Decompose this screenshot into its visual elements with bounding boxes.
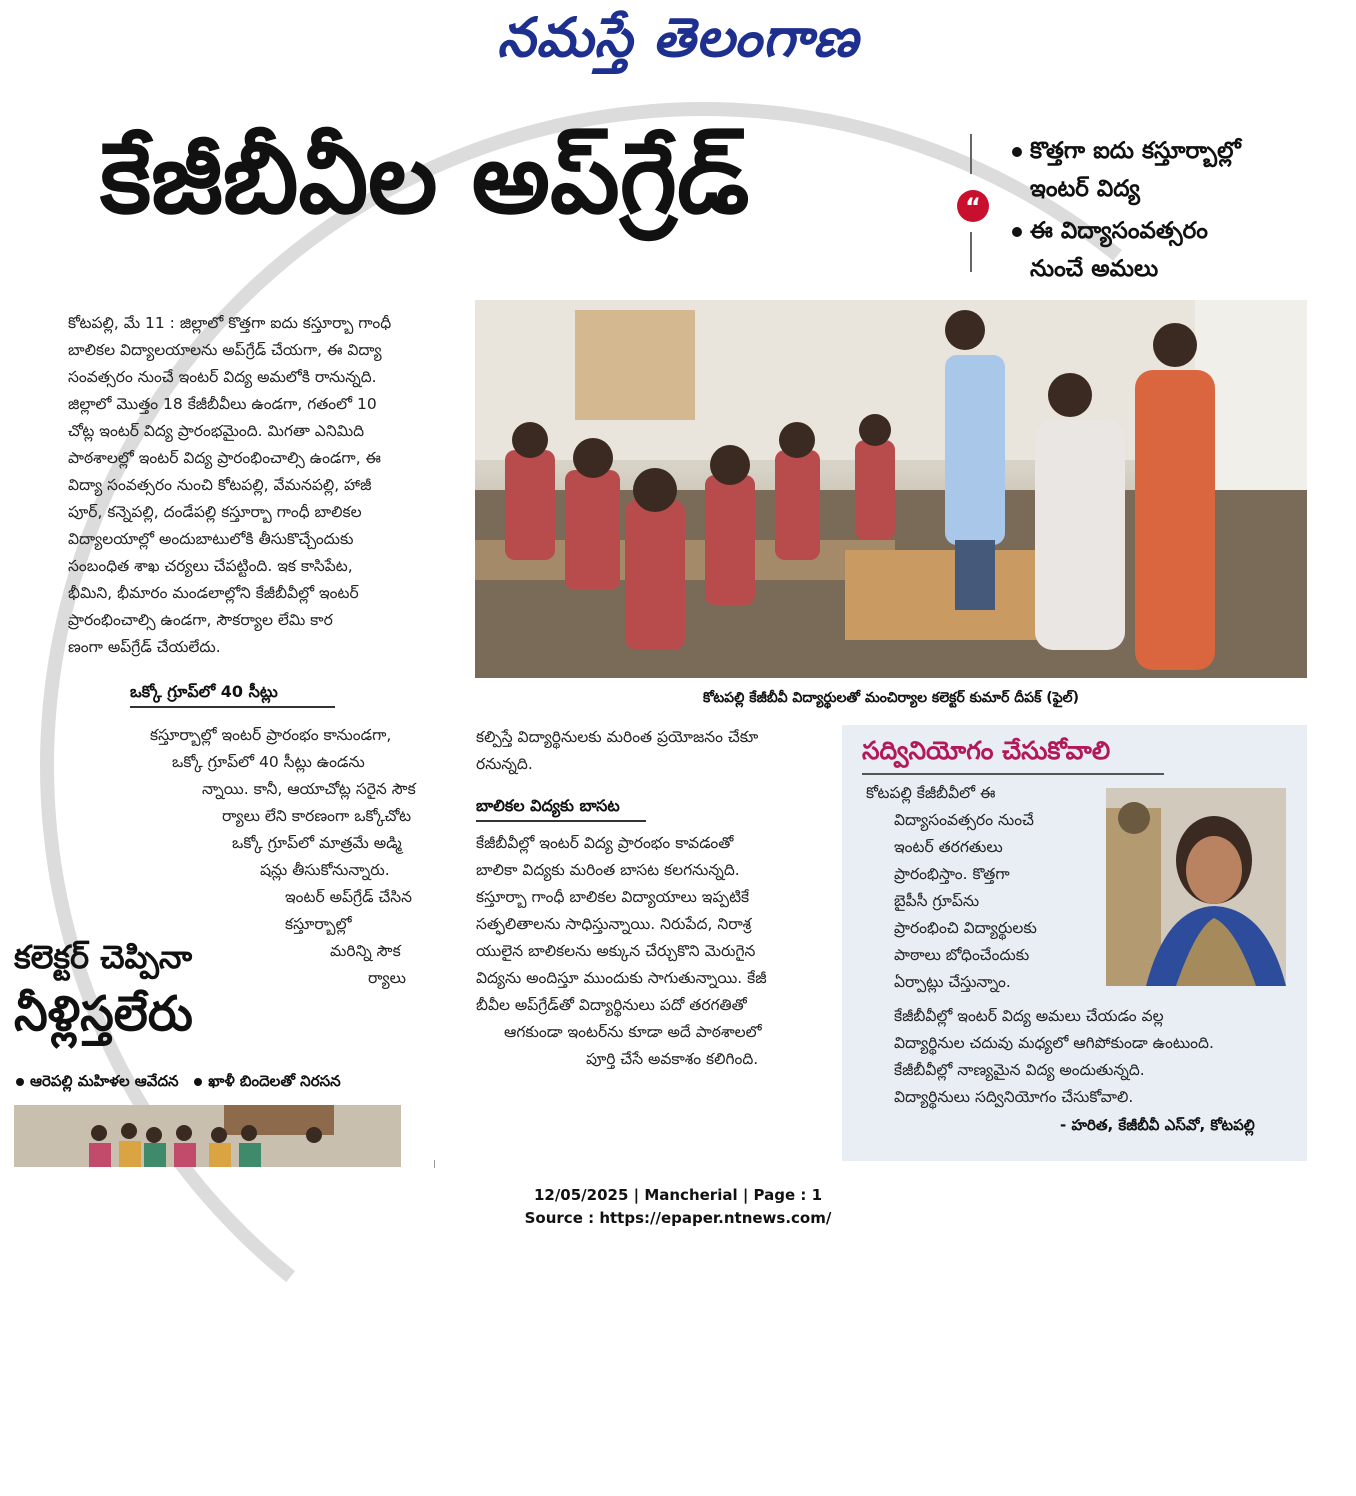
highlight-item: కొత్తగా ఐదు కస్తూర్బాల్లో ఇంటర్ విద్య xyxy=(1012,132,1241,208)
side-story-headline: నీళ్లిస్తలేరు xyxy=(14,986,193,1042)
bullet-icon xyxy=(194,1078,202,1086)
newspaper-masthead: నమస్తే తెలంగాణ xyxy=(497,6,859,69)
official-portrait xyxy=(1106,788,1286,986)
quote-box-text-wide: కేజీబీవీల్లో ఇంటర్ విద్య అమలు చేయడం వల్ల విద్యార్థినుల చదువు మధ్యలో ఆగిపోకుండా ఉంటుంది. కేజీబీవీల్లో నాణ్యమైన విద్య అందుతున్నది. విద్యార్థినులు సద్వినియోగం చేసుకోవాలి. xyxy=(894,1007,1214,1106)
quote-box-text-narrow: కోటపల్లి కేజీబీవీలో ఈ విద్యాసంవత్సరం నుంచే ఇంటర్ తరగతులు ప్రారంభిస్తాం. కొత్తగా బైపీసీ గ్రూప్‌ను ప్రారంభించి విద్యార్థులకు పాఠాలు బోధించేందుకు ఏర్పాట్లు చేస్తున్నాం. xyxy=(866,784,1037,991)
subhead-underline xyxy=(130,706,335,708)
highlight-divider-bottom xyxy=(970,232,972,272)
classroom-photo xyxy=(475,300,1307,678)
column-2-text: కేజీబీవీల్లో ఇంటర్ విద్య ప్రారంభం కావడంతో బాలికా విద్యకు మరింత బాసట కలగనున్నది. కస్తూర్బా గాంధీ బాలికల విద్యాయాలు ఇప్పటికే సత్ఫలితాలను సాధిస్తున్నాయి. నిరుపేద, నిరాశ్ర యులైన బాలికలను అక్కున చేర్చుకొని మెరుగైన విద్యను అందిస్తూ ముందుకు సాగుతున్నాయి. కేజీ బీవీల అప్‌గ్రేడ్‌తో విద్యార్థినులు పదో తరగతితో ఆగకుండా ఇంటర్‌ను కూడా అదే పాఠశాలలో పూర్తి చేసే అవకాశం కలిగింది. xyxy=(476,834,767,1068)
bullet-icon xyxy=(1012,147,1022,157)
bullet-icon xyxy=(16,1078,24,1086)
photo-caption: కోటపల్లి కేజీబీవీ విద్యార్థులతో మంచిర్యాల కలెక్టర్ కుమార్ దీపక్ (ఫైల్) xyxy=(703,690,1079,706)
subhead-underline xyxy=(476,820,646,822)
portrait-illustration xyxy=(1106,788,1286,986)
quote-box-title: సద్వినియోగం చేసుకోవాలి xyxy=(862,736,1111,765)
protest-photo-illustration xyxy=(14,1105,401,1167)
column-rule xyxy=(434,1160,435,1168)
lead-paragraph: కోటపల్లి, మే 11 : జిల్లాలో కొత్తగా ఐదు కస్తూర్బా గాంధీ బాలికల విద్యాలయాలను అప్‌గ్రేడ్ చేయగా, ఈ విద్యా సంవత్సరం నుంచే ఇంటర్ విద్య అమలోకి రానున్నది. జిల్లాలో మొత్తం 18 కేజీబీవీలు ఉండగా, గతంలో 10 చోట్ల ఇంటర్ విద్య ప్రారంభమైంది. మిగతా ఎనిమిది పాఠశాలల్లో ఇంటర్ విద్య ప్రారంభించాల్సి ఉండగా, ఈ విద్యా సంవత్సరం నుంచి కోటపల్లి, వేమనపల్లి, హాజీ పూర్, కన్నెపల్లి, దండేపల్లి కస్తూర్బా గాంధీ బాలికల విద్యాలయాల్లో అందుబాటులోకి తీసుకొచ్చేందుకు సంబంధిత శాఖ చర్యలు చేపట్టింది. ఇక కాసిపేట, భీమిని, భీమారం మండలాల్లోని కేజీబీవీల్లో ఇంటర్ ప్రారంభించాల్సి ఉండగా, సౌకర్యాల లేమి కార ణంగా అప్‌గ్రేడ్ చేయలేదు. xyxy=(68,314,392,656)
side-story-kicker: కలెక్టర్ చెప్పినా xyxy=(14,938,193,976)
quote-icon: “ xyxy=(957,190,989,222)
footer-source: Source : https://epaper.ntnews.com/ xyxy=(524,1209,832,1227)
side-story-bullets: ఆరెపల్లి మహిళల ఆవేదన ఖాళీ బిందెలతో నిరసన xyxy=(16,1072,341,1094)
bullet-icon xyxy=(1012,227,1022,237)
subhead-support: బాలికల విద్యకు బాసట xyxy=(476,796,620,815)
column-2-continuation: కల్పిస్తే విద్యార్థినులకు మరింత ప్రయోజనం చేకూ రనున్నది. xyxy=(476,728,759,773)
quote-box-rule xyxy=(862,773,1164,775)
main-headline: కేజీబీవీల అప్‌గ్రేడ్ xyxy=(100,122,750,236)
footer-date-edition: 12/05/2025 | Mancherial | Page : 1 xyxy=(533,1186,823,1204)
column-1-text: కస్తూర్బాల్లో ఇంటర్ ప్రారంభం కానుండగా, ఒక్కో గ్రూప్‌లో 40 సీట్లు ఉండను న్నాయి. కానీ, ఆయాచోట్ల సరైన సౌక ర్యాలు లేని కారణంగా ఒక్కోచోట ఒక్కో గ్రూప్‌లో మాత్రమే అడ్మి షన్లు తీసుకోనున్నారు. ఇంటర్ అప్‌గ్రేడ్ చేసిన కస్తూర్బాల్లో మరిన్ని సౌక ర్యాలు xyxy=(150,726,416,987)
highlight-divider-top xyxy=(970,134,972,174)
quote-attribution: - హరిత, కేజీబీవీ ఎస్‌వో, కోటపల్లి xyxy=(1060,1116,1255,1134)
highlight-item: ఈ విద్యాసంవత్సరం నుంచే అమలు xyxy=(1012,212,1208,288)
protest-photo xyxy=(14,1105,401,1167)
subhead-seats: ఒక్కో గ్రూప్‌లో 40 సీట్లు xyxy=(130,682,278,701)
classroom-photo-illustration xyxy=(475,300,1307,678)
